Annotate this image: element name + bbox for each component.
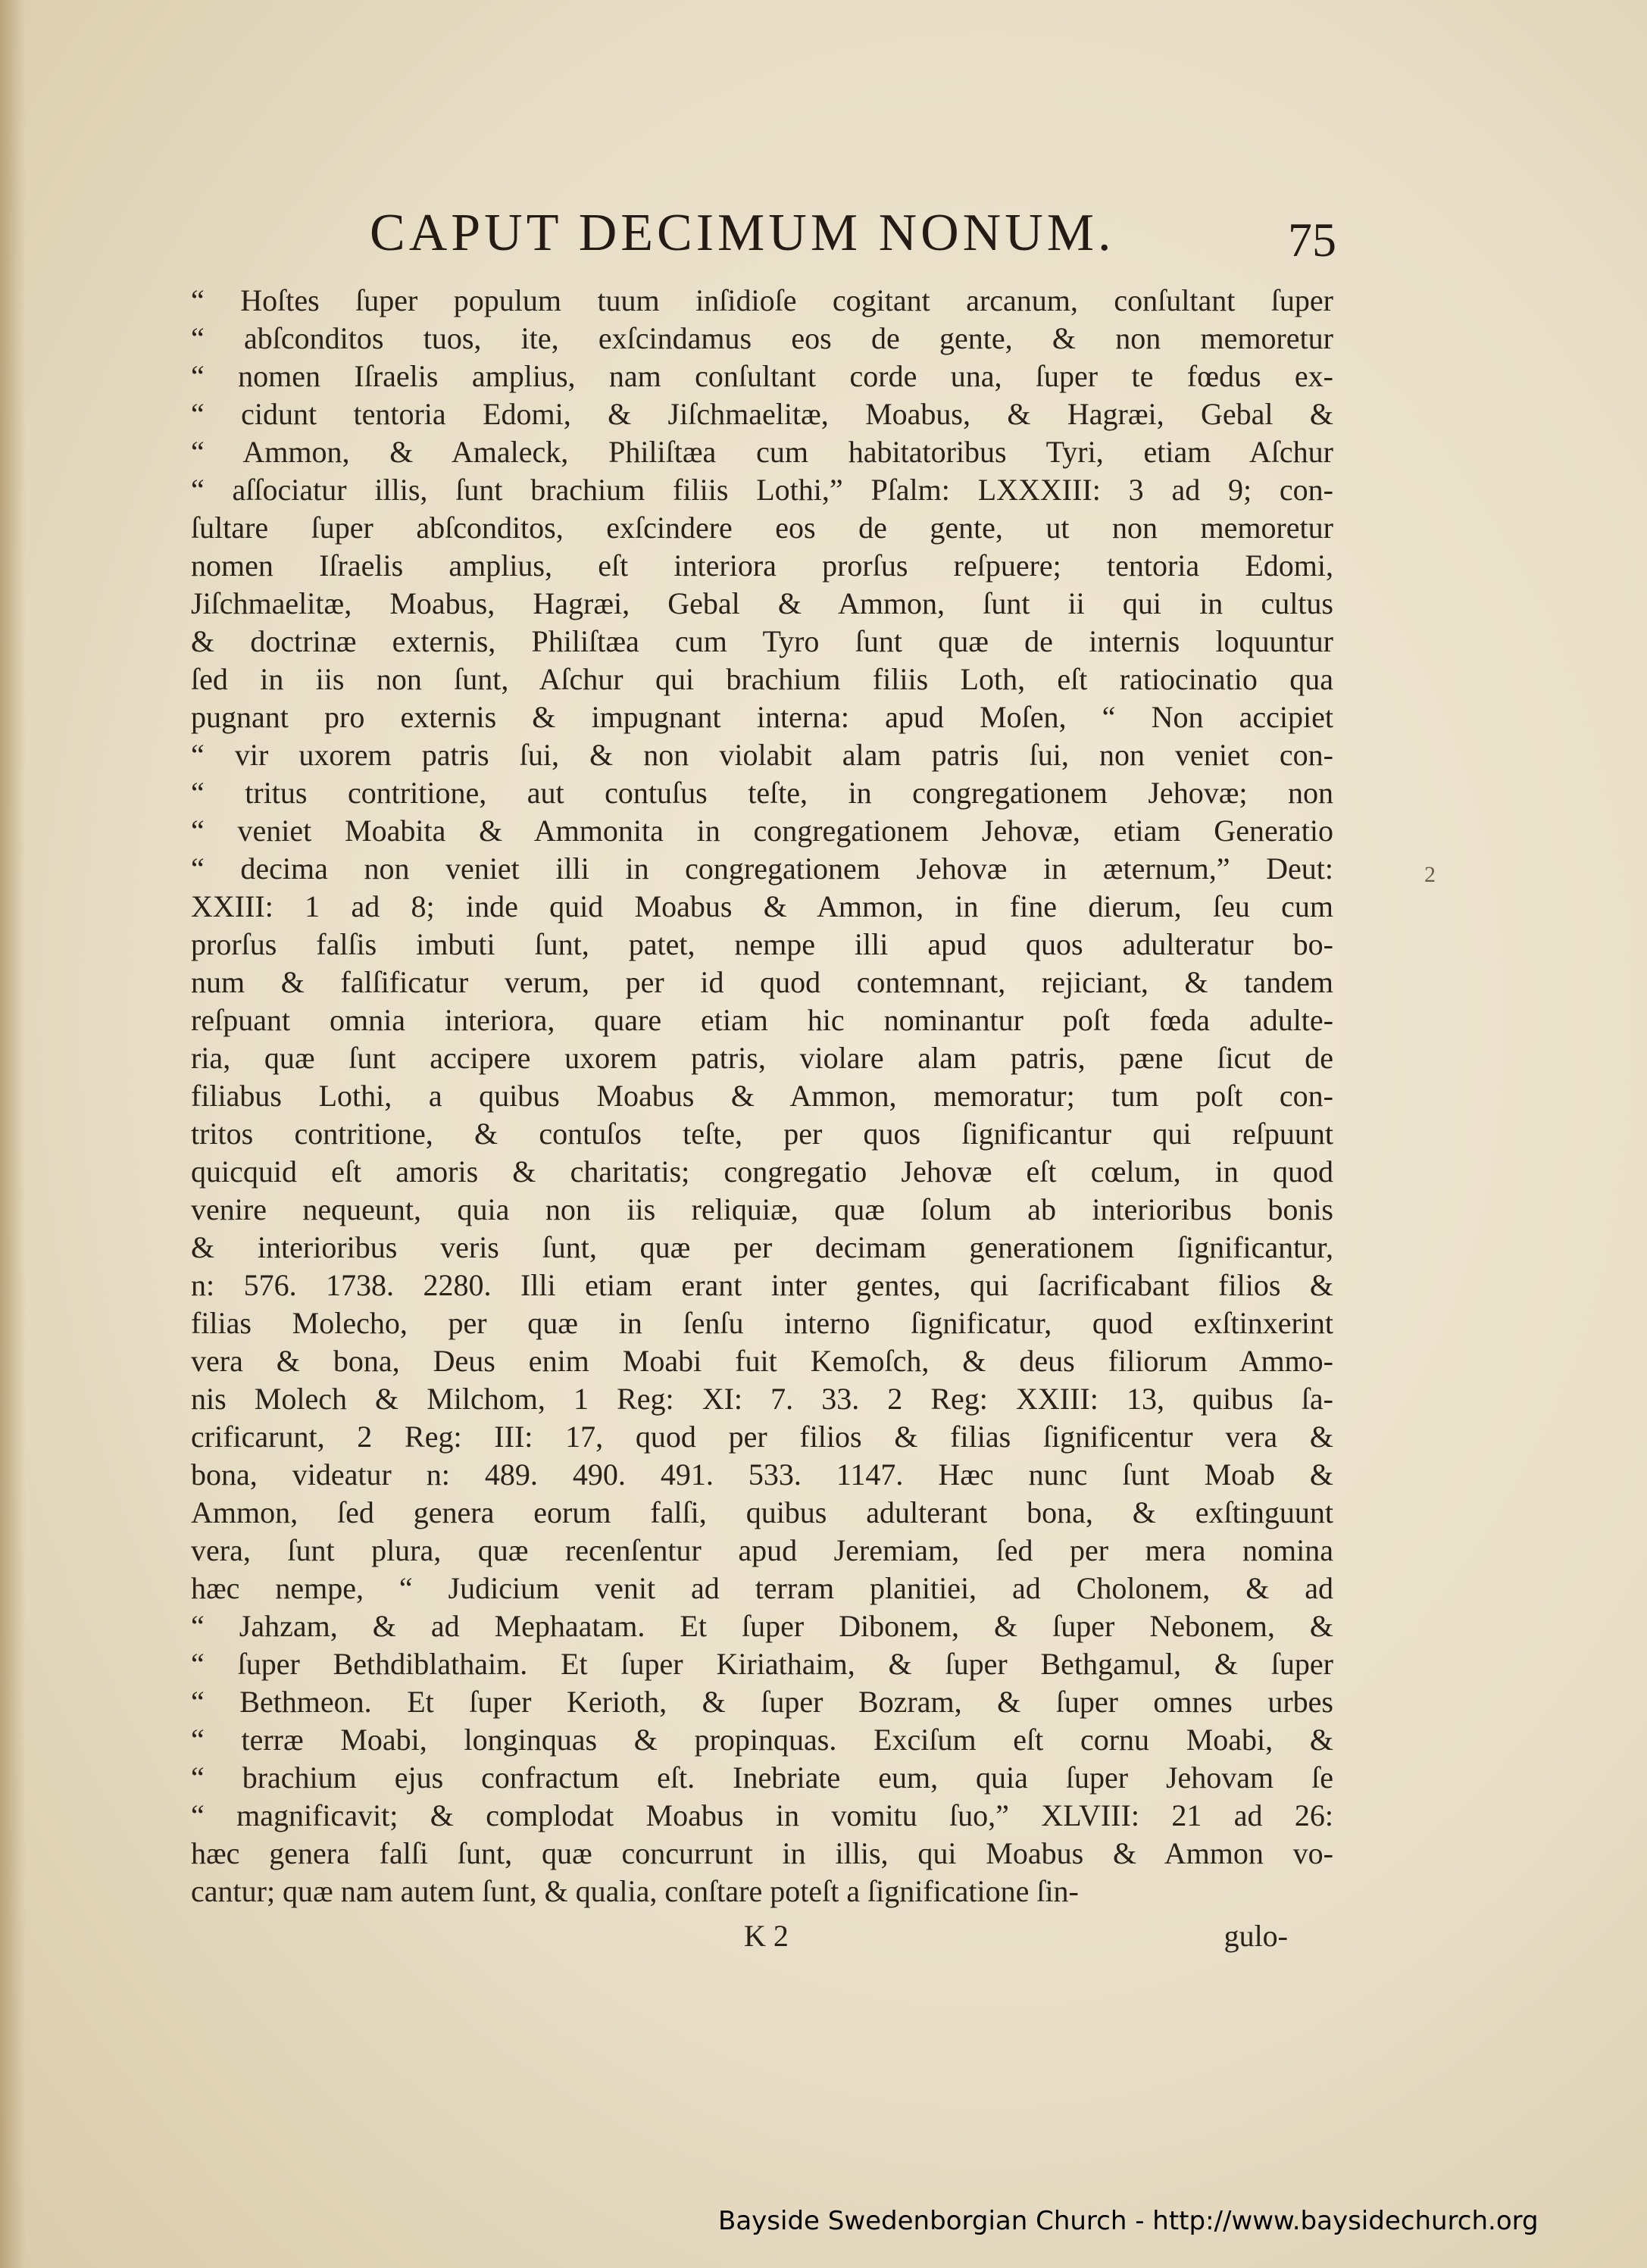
text-line: ſed in iis non ſunt, Aſchur qui brachium filiis Loth, eſt ratiocinatio qua [191, 662, 1333, 696]
text-line: & interioribus veris ſunt, quæ per decimam generationem ſignificantur, [191, 1230, 1333, 1264]
text-line: “ Ammon, & Amaleck, Philiſtæa cum habitatoribus Tyri, etiam Aſchur [191, 435, 1333, 469]
text-line: ſultare ſuper abſconditos, exſcindere eos de gente, ut non memoretur [191, 511, 1333, 545]
text-line: n: 576. 1738. 2280. Illi etiam erant inter gentes, qui ſacrificabant filios & [191, 1268, 1333, 1302]
text-line: “ cidunt tentoria Edomi, & Jiſchmaelitæ, Moabus, & Hagræi, Gebal & [191, 397, 1333, 431]
text-line: ria, quæ ſunt accipere uxorem patris, violare alam patris, pæne ſicut de [191, 1041, 1333, 1075]
text-line: vera, ſunt plura, quæ recenſentur apud Jeremiam, ſed per mera nomina [191, 1533, 1333, 1567]
body-text [191, 282, 1333, 1910]
margin-mark: 2 [1424, 862, 1436, 887]
catchword: gulo- [1224, 1919, 1288, 1953]
text-line: “ Hoſtes ſuper populum tuum inſidioſe cogitant arcanum, conſultant ſuper [191, 283, 1333, 317]
page-title: CAPUT DECIMUM NONUM. [370, 204, 1115, 262]
text-line: cantur; quæ nam autem ſunt, & qualia, conſtare poteſt a ſignificatione ſin- [191, 1874, 1079, 1908]
page-number: 75 [1288, 213, 1336, 267]
text-line: filiabus Lothi, a quibus Moabus & Ammon, memoratur; tum poſt con- [191, 1079, 1333, 1113]
text-line: hæc genera falſi ſunt, quæ concurrunt in illis, qui Moabus & Ammon vo- [191, 1836, 1333, 1870]
text-line: “ veniet Moabita & Ammonita in congregationem Jehovæ, etiam Generatio [191, 814, 1333, 848]
text-line: pugnant pro externis & impugnant interna: apud Moſen, “ Non accipiet [191, 700, 1333, 734]
text-line: vera & bona, Deus enim Moabi fuit Kemoſch, & deus filiorum Ammo- [191, 1344, 1333, 1378]
text-line: “ Jahzam, & ad Mephaatam. Et ſuper Dibonem, & ſuper Nebonem, & [191, 1609, 1333, 1643]
text-line: “ tritus contritione, aut contuſus teſte, in congregationem Jehovæ; non [191, 776, 1333, 810]
text-line: crificarunt, 2 Reg: III: 17, quod per filios & filias ſignificentur vera & [191, 1420, 1333, 1454]
text-line: nis Molech & Milchom, 1 Reg: XI: 7. 33. 2 Reg: XXIII: 13, quibus ſa- [191, 1382, 1333, 1416]
text-line: XXIII: 1 ad 8; inde quid Moabus & Ammon, in fine dierum, ſeu cum [191, 889, 1333, 923]
text-line: filias Molecho, per quæ in ſenſu interno ſignificatur, quod exſtinxerint [191, 1306, 1333, 1340]
text-line: bona, videatur n: 489. 490. 491. 533. 1147. Hæc nunc ſunt Moab & [191, 1457, 1333, 1492]
text-line: Jiſchmaelitæ, Moabus, Hagræi, Gebal & Ammon, ſunt ii qui in cultus [191, 586, 1333, 620]
text-line: “ brachium ejus confractum eſt. Inebriate eum, quia ſuper Jehovam ſe [191, 1760, 1333, 1795]
text-line: “ aſſociatur illis, ſunt brachium filiis Lothi,” Pſalm: LXXXIII: 3 ad 9; con- [191, 473, 1333, 507]
text-line: “ Bethmeon. Et ſuper Kerioth, & ſuper Bozram, & ſuper omnes urbes [191, 1685, 1333, 1719]
text-line: reſpuant omnia interiora, quare etiam hic nominantur poſt fœda adulte- [191, 1003, 1333, 1037]
text-line: Ammon, ſed genera eorum falſi, quibus adulterant bona, & exſtinguunt [191, 1495, 1333, 1529]
text-line: tritos contritione, & contuſos teſte, per quos ſignificantur qui reſpuunt [191, 1117, 1333, 1151]
text-line: hæc nempe, “ Judicium venit ad terram planitiei, ad Cholonem, & ad [191, 1571, 1333, 1605]
text-line: “ magnificavit; & complodat Moabus in vomitu ſuo,” XLVIII: 21 ad 26: [191, 1798, 1333, 1832]
catch-row [191, 1918, 1333, 1956]
text-line: “ abſconditos tuos, ite, exſcindamus eos de gente, & non memoretur [191, 321, 1333, 355]
text-line: & doctrinæ externis, Philiſtæa cum Tyro ſunt quæ de internis loquuntur [191, 624, 1333, 658]
footer-credit: Bayside Swedenborgian Church - http://www.baysidechurch.org [718, 2206, 1539, 2236]
text-line: num & falſificatur verum, per id quod contemnant, rejiciant, & tandem [191, 965, 1333, 999]
text-line: “ nomen Iſraelis amplius, nam conſultant corde una, ſuper te fœdus ex- [191, 359, 1333, 393]
text-line: nomen Iſraelis amplius, eſt interiora prorſus reſpuere; tentoria Edomi, [191, 548, 1333, 583]
text-line: “ ſuper Bethdiblathaim. Et ſuper Kiriathaim, & ſuper Bethgamul, & ſuper [191, 1647, 1333, 1681]
page-edge-shadow [0, 0, 26, 2268]
signature-mark: K 2 [744, 1919, 789, 1953]
text-line: venire nequeunt, quia non iis reliquiæ, quæ ſolum ab interioribus bonis [191, 1192, 1333, 1226]
text-line: prorſus falſis imbuti ſunt, patet, nempe illi apud quos adulteratur bo- [191, 927, 1333, 961]
text-line: “ vir uxorem patris ſui, & non violabit alam patris ſui, non veniet con- [191, 738, 1333, 772]
text-line: “ terræ Moabi, longinquas & propinquas. Exciſum eſt cornu Moabi, & [191, 1723, 1333, 1757]
text-line: “ decima non veniet illi in congregationem Jehovæ in æternum,” Deut: [191, 851, 1333, 886]
text-line: quicquid eſt amoris & charitatis; congregatio Jehovæ eſt cœlum, in quod [191, 1154, 1333, 1189]
